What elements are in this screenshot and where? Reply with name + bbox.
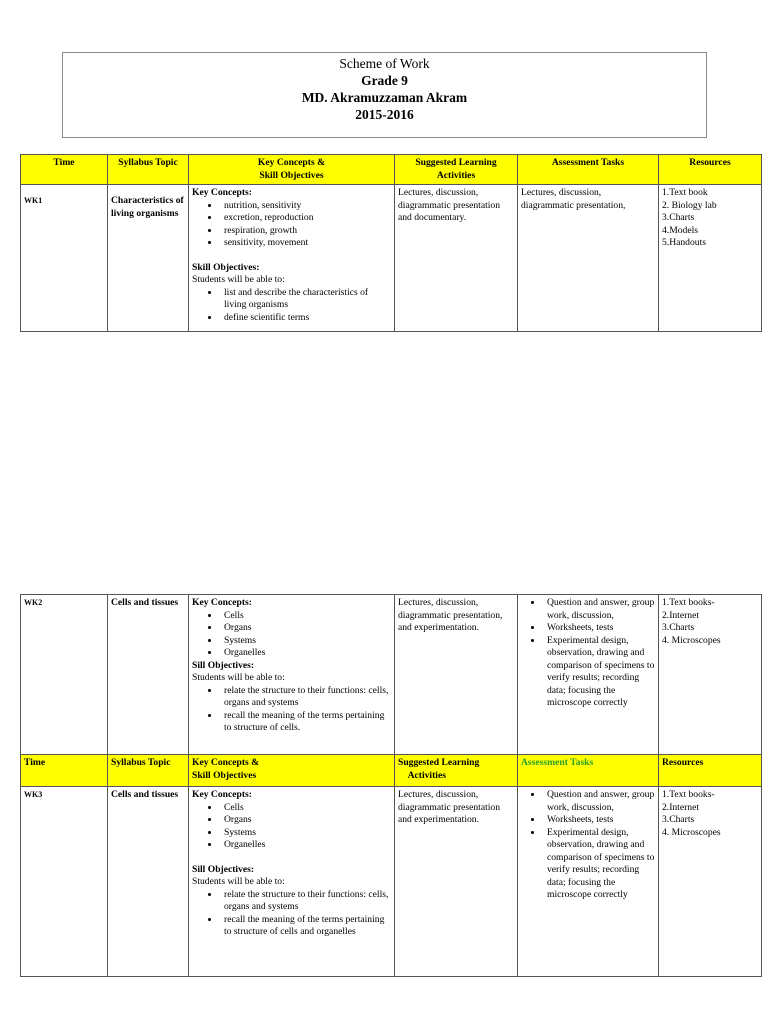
resources-cell — [659, 787, 762, 977]
suggested-activities-cell: Lectures, discussion, diagrammatic presentation and experimentation. — [395, 787, 518, 977]
skill-objectives-list — [192, 889, 391, 939]
list-item: • Cells — [220, 802, 391, 815]
skill-objectives-list — [192, 287, 391, 325]
list-item: • nutrition, sensitivity — [220, 200, 391, 213]
resource-item: 3.Charts — [662, 212, 695, 223]
skill-objectives-title: Sill Objectives: — [192, 659, 255, 671]
header-time: Time — [21, 155, 108, 185]
header-suggested: Suggested Learning Activities — [395, 155, 518, 185]
list-item: • sensitivity, movement — [220, 237, 391, 250]
week-label: WK2 — [21, 595, 108, 755]
table-header-row-repeat — [21, 755, 762, 787]
list-item: • Experimental design, observation, drawing and comparison of specimens to verify results; recording data; focusing the microscope correctly — [543, 635, 655, 710]
week-label: WK1 — [21, 185, 108, 332]
list-item: • recall the meaning of the terms pertaining to structure of cells. — [220, 710, 391, 735]
list-item: • Systems — [220, 635, 391, 648]
header-topic: Syllabus Topic — [108, 155, 189, 185]
resource-item: 2.Internet — [662, 801, 700, 813]
key-concepts-cell — [189, 185, 395, 332]
scheme-table-page2 — [20, 594, 762, 977]
syllabus-topic: Cells and tissues — [108, 595, 189, 755]
skill-intro: Students will be able to: — [192, 274, 285, 285]
resource-item: 4.Models — [662, 224, 698, 236]
assessment-list — [521, 789, 655, 902]
suggested-activities-cell: Lectures, discussion, diagrammatic presentation, and experimentation. — [395, 595, 518, 755]
assessment-cell — [518, 787, 659, 977]
key-concepts-list — [192, 610, 391, 660]
resource-item: 5.Handouts — [662, 237, 706, 248]
key-concepts-list — [192, 802, 391, 852]
table-row-wk3 — [21, 787, 762, 977]
table-row-wk2 — [21, 595, 762, 755]
list-item: • Experimental design, observation, drawing and comparison of specimens to verify results; recording data; focusing the microscope correctly — [543, 827, 655, 902]
list-item: • relate the structure to their functions: cells, organs and systems — [220, 889, 391, 914]
key-concepts-cell — [189, 595, 395, 755]
header-topic: Syllabus Topic — [108, 755, 189, 787]
resource-item: 4. Microscopes — [662, 826, 721, 838]
title-line-year: 2015-2016 — [355, 107, 414, 122]
list-item: • Organs — [220, 622, 391, 635]
skill-intro: Students will be able to: — [192, 672, 285, 683]
key-concepts-title: Key Concepts: — [192, 597, 252, 608]
title-line-scheme: Scheme of Work — [339, 56, 430, 71]
header-assessment: Assessment Tasks — [518, 155, 659, 185]
list-item: • define scientific terms — [220, 312, 391, 325]
title-line-teacher: MD. Akramuzzaman Akram — [301, 90, 468, 105]
suggested-activities-cell: Lectures, discussion, diagrammatic presentation and documentary. — [395, 185, 518, 332]
list-item: • list and describe the characteristics of living organisms — [220, 287, 391, 312]
list-item: • Cells — [220, 610, 391, 623]
assessment-cell — [518, 595, 659, 755]
table-row-wk1 — [21, 185, 762, 332]
skill-intro: Students will be able to: — [192, 876, 285, 887]
skill-objectives-title: Skill Objectives: — [192, 261, 260, 273]
scheme-table-page1 — [20, 154, 762, 332]
resource-item: 3.Charts — [662, 622, 695, 633]
resource-item: 1.Text books- — [662, 597, 715, 608]
resources-cell — [659, 595, 762, 755]
list-item: • excretion, reproduction — [220, 212, 391, 225]
key-concepts-cell — [189, 787, 395, 977]
list-item: • Organelles — [220, 647, 391, 660]
key-concepts-title: Key Concepts: — [192, 187, 252, 198]
title-line-grade: Grade 9 — [361, 73, 408, 88]
header-suggested: Suggested Learning Activities — [395, 755, 518, 787]
assessment-list — [521, 597, 655, 710]
list-item: • Question and answer, group work, discussion, — [543, 789, 655, 814]
week-label: WK3 — [21, 787, 108, 977]
header-resources: Resources — [659, 155, 762, 185]
list-item: • recall the meaning of the terms pertaining to structure of cells and organelles — [220, 914, 391, 939]
assessment-cell: Lectures, discussion, diagrammatic presentation, — [518, 185, 659, 332]
resource-item: 2. Biology lab — [662, 199, 717, 211]
list-item: • Worksheets, tests — [543, 814, 655, 827]
header-resources: Resources — [659, 755, 762, 787]
document-title-box — [62, 52, 707, 138]
resource-item: 1.Text book — [662, 187, 708, 198]
key-concepts-title: Key Concepts: — [192, 789, 252, 800]
header-time: Time — [21, 755, 108, 787]
table-header-row — [21, 155, 762, 185]
syllabus-topic: Cells and tissues — [108, 787, 189, 977]
header-key-concepts: Key Concepts & Skill Objectives — [189, 155, 395, 185]
resource-item: 3.Charts — [662, 814, 695, 825]
resources-cell — [659, 185, 762, 332]
resource-item: 2.Internet — [662, 609, 700, 621]
list-item: • Organelles — [220, 839, 391, 852]
key-concepts-list — [192, 200, 391, 250]
resource-item: 1.Text books- — [662, 789, 715, 800]
list-item: • Worksheets, tests — [543, 622, 655, 635]
skill-objectives-list — [192, 685, 391, 735]
skill-objectives-title: Sill Objectives: — [192, 863, 255, 875]
header-assessment: Assessment Tasks — [518, 755, 659, 787]
list-item: • respiration, growth — [220, 225, 391, 238]
list-item: • Organs — [220, 814, 391, 827]
list-item: • Systems — [220, 827, 391, 840]
list-item: • Question and answer, group work, discussion, — [543, 597, 655, 622]
syllabus-topic: Characteristics of living organisms — [108, 185, 189, 332]
list-item: • relate the structure to their functions: cells, organs and systems — [220, 685, 391, 710]
resource-item: 4. Microscopes — [662, 634, 721, 646]
header-key-concepts: Key Concepts & Skill Objectives — [189, 755, 395, 787]
